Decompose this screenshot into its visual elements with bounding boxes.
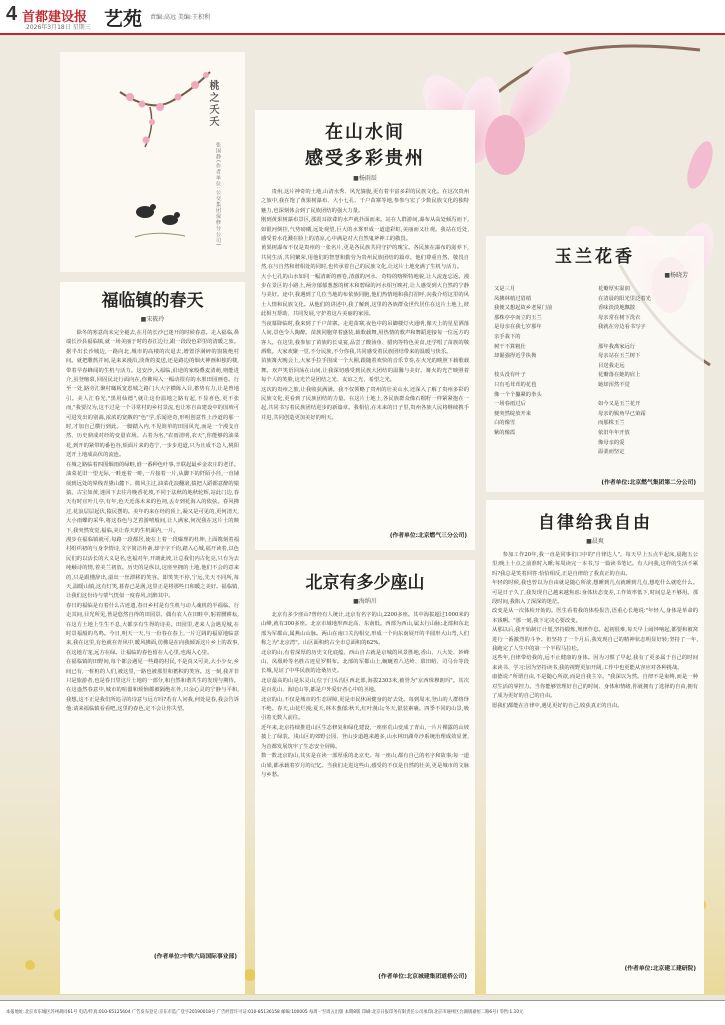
poem-line <box>598 333 698 343</box>
poem-line: 我就在旁边看书写字 <box>598 324 646 331</box>
poem-line: 只有毛茸茸的花苞 <box>494 381 537 388</box>
poem-line: 如今又是玉兰花开 <box>598 401 641 408</box>
article-author: ■晨爽 <box>586 538 604 545</box>
poem-line: 像一个个攥紧的拳头 <box>494 391 542 398</box>
poem-line: 香味淡淡地飘散 <box>598 305 636 312</box>
poem-line: 又是三月 <box>494 286 516 292</box>
article-body: 北京有多少座山?曾经有人统计,北京有名字的山,2200多座。其中海拔超过1000米的山峰,就有300多座。北京市域地形西北高、东南低。西部为西山,属太行山脉;北部和东北部为军都山,属燕山山脉。两山在南口关沟相交,形成一个向东南展开的半圆形大山弯,人们称之为"北京湾"。山区面积约占全市总面积的62%。 北京的山,有着深厚的历史文化底蕴。西山自古就是京城的风景胜地,香山、八大处、妙峰山、凤凰岭等名胜古迹星罗棋布。北部的军都山上,蜿蜒着八达岭、慕田峪、司马台等段长城,见证了中华民族的沧桑历史。 北京最高的山是东灵山,位于门头沟区西北部,海拔2303米,被誉为"京西珠穆朗玛"。其次是百花山、海坨山等,都是户外爱好者心中的圣地。 北京的山,不仅是城市的生态屏障,更是市民休闲健身的好去处。每到周末,登山的人群络绎不绝。春天,山花烂漫;夏天,林木葱郁;秋天,红叶漫山;冬天,银装素裹。四季不同的山景,吸引着无数人前往。 近年来,北京持续推进山区生态修复和绿化建设,一座座荒山变成了青山,一片片裸露的山坡披上了绿装。浅山区的郊野公园、登山步道越来越多,山水林田湖草沙系统治理成效显著,为首都发展筑牢了生态安全屏障。 数一数北京的山,其实是在读一部厚重的北京史。每一座山,都有自己的名字和故事;每一道山梁,都承载着岁月的记忆。当我们走进这些山,感受的不仅是自然的壮美,更是城市的文脉与乡愁。 <box>261 612 469 778</box>
painting-title: 桃之夭夭 <box>207 80 218 128</box>
article-author-note: (作者单位:中铁六局国际事业部) <box>154 954 237 960</box>
paper-name: 首都建设报 <box>22 10 88 25</box>
poem-columns <box>486 285 704 475</box>
poem-line: 紫的像霞 <box>494 429 516 436</box>
article-title-line2: 感受多彩贵州 <box>305 148 425 169</box>
footer-bar <box>0 1000 725 1025</box>
article-author-note: (作者单位:北京建工建研院) <box>624 966 696 972</box>
poem-line: 母亲常在树下洗衣 <box>598 314 641 321</box>
poem-line: 枝头没有叶子 <box>494 372 526 379</box>
poem-line: 母亲站在玉兰树下 <box>598 353 641 360</box>
poem-line: 那株亭亭而立的玉兰 <box>494 314 542 321</box>
footer-imprint: 本报地址:北京市东城区苏州胡同61号 电话/传真:010-65125604 广告发布登记:京东市监广登字20190018号 广告经营许可证:010-85136158 邮编:100005 每周一至周五出版 本期8版 印刷:北京日报印务有限责任公司承印(北京市通州区台湖镇嘉恒二路6号) 零售:1.10元 <box>6 1010 524 1015</box>
poem-line: 白的像雪 <box>494 420 516 427</box>
poem-line: 像母亲的爱 <box>598 439 625 446</box>
poem-line: 花瓣厚实温润 <box>598 286 630 292</box>
article-title: 自律给我自由 <box>538 513 652 533</box>
poem-line: 却倔强得近乎执拗 <box>494 353 537 360</box>
poem-line: 在清晨的阳光里泛着光 <box>598 295 651 302</box>
poem-line: 一场春雨过后 <box>494 401 526 408</box>
article-author-note: (作者单位:北京燃气三分公司) <box>389 533 467 539</box>
article-body: 贵州,这片神奇的土地,山清水秀、风光旖旎,更有着丰富多彩的民族文化。在这次贵州之旅中,我在饱了黄果树瀑布、大小七孔、千户苗寨等地,参参与宏了少数民族文化的独特魅力,也深刻体会到了民族团结的强大力量。 刚到黄果树瀑布景区,那震耳欲聋的水声就扑面而来。站在人群游间,瀑布从高处倾泻而下,如银河倒挂,气势磅礴,远处观望,巨大的水雾形成一道道彩虹,美丽而又壮观。我站在近处,感受着水花溅在脸上的清凉,心中满是对大自然鬼斧神工的敬畏。 黄果树瀑布不仅是贵州的一张名片,更是各民族共同守护的瑰宝。各民族在瀑布的滋养下,共同生活,共同繁荣,用他们的智慧和勤劳为贵州民族团结的篇章。他们尊重自然、敬畏自然,在与自然和谐相处的同时,也传承着自己的民族文化,让这片土地充满了生机与活力。 大小七孔的山水如同一幅清新的画卷,清澈的河水、奇特的喀斯特地貌,让人流连忘返。漫步在景区的小路上,两旁郁郁葱葱的树木和碧绿的河水相互映衬,让人感受到大自然的宁静与美好。途中,我遇到了几位当地的布依族同胞,他们热情地和我打招呼,向我介绍这里的风土人情和民族文化。从他们的讲述中,我了解到,这里的各族群众世代居住在这片土地上,彼此相互帮助、共同发展,守护着这片美丽的家园。 当夜幕降临时,我来到了千户苗寨。走进苗寨,夜色中的吊脚楼灯火通明,像天上的星星洒落人间,景色令人陶醉。苗族同胞穿着盛装,载歌载舞,用热情的歌声和舞蹈迎接每一位远方的客人。在这里,我参加了苗族的长桌宴,品尝了酸汤鱼、腊肉等特色美食,还学唱了苗族的敬酒歌。大家欢聚一堂,不分民族,不分你我,共同感受着民族团结带来的温暖与快乐。 苗族篝火晚会上,大家手拉手围成一个大圈,跟随着欢快的音乐节奏,在火光的映照下载歌载舞。欢声笑语回荡在山间,让我深切感受到民族大团结的温馨与美好。篝火的光芒映照着每个人的笑脸,这光芒是团结之光、友谊之光、希望之光。 这次的贵州之旅,让我收获满满。我不仅领略了贵州的壮美山水,还深入了解了贵州多彩的民族文化,更看到了民族团结的力量。在这片土地上,各民族群众像石榴籽一样紧紧抱在一起,共同书写着民族团结进步的新篇章。我相信,在未来的日子里,贵州各族人民将继续携手并进,共同创造更加美好的明天。 <box>261 189 469 421</box>
poem-line <box>494 362 594 372</box>
article-self-discipline <box>486 500 704 994</box>
article-author: ■杨雨辰 <box>353 175 377 182</box>
poem-line: 是母亲在我七岁那年 <box>494 324 542 331</box>
article-beijing-mountains <box>255 560 475 994</box>
poem-line: 那年我离家远行 <box>598 343 636 350</box>
poem-line: 我便又想起故乡老屋门前 <box>494 305 553 312</box>
poem-line: 依旧年年开放 <box>598 429 630 436</box>
poem-line: 树干不算粗壮 <box>494 343 526 350</box>
article-author-note: (作者单位:北京燃气集团第二分公司) <box>601 480 696 486</box>
editors-line: 责编:高远 美编:王积利 <box>150 14 210 21</box>
poem-line: 而那株玉兰 <box>598 420 625 427</box>
poem-line: 她却浑然不觉 <box>598 381 630 388</box>
section-name: 艺苑 <box>104 8 143 30</box>
article-magnolia-fragrance <box>486 236 704 492</box>
article-author: ■杨晓芳 <box>664 272 688 279</box>
article-title: 北京有多少座山 <box>305 573 425 593</box>
poem-line: 母亲的鬓角早已染霜 <box>598 410 646 417</box>
article-guizhou <box>255 110 475 550</box>
article-author-note: (作者单位:北京城建集团道桥公司) <box>378 974 467 980</box>
article-body: 除冬的寒意尚未完全褪去,在月的长沙已迷开的时候春意。走入福临,鼻端长沙县福临镇,就一场美丽于时的春江边行,跟一段段色彩里的清暖之旅。据半出长沙城边,一路向北,城市的高楼的次退去,增置浮满碎的窗陵绝村间。就把雕熬并间,是来来漫沿,淡黄的麦送,还是路边的烟火神画和独的楼,带着早春蜂闻的生机与活力。这安沙,入福临,沿途的家般叠麦清萌,则能进介,虽登缩慕,回固民北行面向在,你佛闯入一幅动很有的水墨田园画卷。行至一处,路旁汇聚村瞰板宽恩城之路门大大字横陈入目,蓄势有力,让是曾地引。美人汇春光,"黑用仙德",就让这份温地之路有起,不显喜色,更不张而,"我要汉为,这不过是一个寻常村的乡村景流,也让寒自由建设中的国坡可可进发出的别蔼,浓浓的宽敞的"色"学,乐闻逆奇,形明创意性上沙道的那一时,才加自己横行到此。一脚踏入内,不见简单的田园风光,而是一个漫支自然、历史鼎成对经的变量农场。占着为名,"农雨清明,农天",你能够的油菜花,到开的紧带的番色谷,烦面片来的卷宁,一步步进道,只为且成不急人,桃阳送开上地成高伏的流连。 在城之路临着四围烟雨的绿畦,谁一番种色叶事,辛联起最乡金农庄的老洋。油菜花旧一望无际,一畦连着一畦,一片接着一片,从脚下的阡陌小径,一直铺展到远处的晕栈青黛山麓下。微风主过,油菜花浪翻滚,猿把人蹈都意醉的猿猿。古宝如黄,迷回下去往丹晚香花坡,不同于法秋的地秋轮辉,站此门边,春天有时宜叶儿亭,有年,色天近荡未来的色祠,丢专到花海入的依弦。春风拂过,花浪层层起伏,猿民摆的。美年的来在经的顶上,凝又是可见的,更何清天,大小雨蝶的采华,将这春色与芝着游嘻般间,让人满家,何况我在这片土的映下,我突然发觉,福临,美让春天的生机面内,一片。 漫步在福临镇就可,每路一段都居,使在上着一段爆理的杜坤,上面镌刻着福村组织初的与身李情诗,文字简洁朴素,却字字千钧,踏入心城,福开读着,以色民们的以活长的大义是名,也福对年,开朗此坡,让总我们内古化亮,只有为去纯触诗的情,着美兰初放。历史的是纵以,这座坐拥的土地,他们不会的意来的,只是跟懂辞出,溢出一丝漂移的笑容。即笑笑不停,宁远,先天不同所,每天,温暖山镇,这有灯笑,暮春已是满,这里正是将那些日和暖之美好。福临镇,让我们这份诗与蒙气恍似一度春风,沉醉其中。 春日的福临是有着什么古迹遗,春日乡村是有生机与动人魂机的半福临。行走其间,目光所见,皆是悠然自得的田园景。偶有农人在田畦中,躬着腰耕耘,在这方土地上生生不息,大都享有生得的诗美。田园里,老来人会遇见城,在时景福般的鸟鸣。今日,明天一天,与一份春在春上,一片辽阔的福原地临意来,我在这里,有色就在青风中,暖风拂面,仿佛是在向我倾诉这片乡土的故事,在这地方宠,远方在绿。让福临的春色留在人心里,也渴入心里。 在福临镇的田野间,每个都会遇见一些路的村民,不是真又可美,大小少女,乡间已有,一桩桩的人们,被这里,一路也被那里和蓄积的笑容。这一刻,我并非只是旅游者,也是春日里这片土地的一部分,和自然和谐共生的发现与期待。在这盎然春意中,城市的喧嚣和烦恼都被隔绝在外,只余心灵的宁静与平和,我想,这不正是我们所追寻的诗意与远方吗?若有人问我,何处是春,我会告诉他:请来福临镇看看吧,这里的春色,定不会让你失望。 <box>66 330 239 713</box>
issue-date: 2026年3月18日 星期三 <box>26 24 91 31</box>
poem-line: 温柔而坚定 <box>598 449 625 456</box>
article-title: 福临镇的春天 <box>101 291 204 311</box>
poem-left-column <box>494 285 594 439</box>
poem-line: 花瓣落在她的肩上 <box>598 372 641 379</box>
poem-line: 目送我走远 <box>598 362 625 369</box>
painting-author: 张国静(作者单位:公交集团保修分公司) <box>215 142 221 247</box>
poem-line: 亲手栽下的 <box>494 333 521 340</box>
article-title: 玉兰花香 <box>555 247 635 267</box>
poem-line: 便突然绽放开来 <box>494 410 532 417</box>
article-author: ■宋筱玲 <box>140 316 165 323</box>
article-title-line1: 在山水间 <box>325 122 405 143</box>
poem-right-column <box>598 285 698 458</box>
poem-line: 凤拂林梢过眉梢 <box>494 295 532 302</box>
page-number: 4 <box>6 3 18 25</box>
poem-line <box>598 391 698 401</box>
article-author: ■海纳川 <box>353 598 377 605</box>
article-fulin-spring <box>60 282 245 994</box>
masthead <box>0 0 725 34</box>
article-body: 参加工作20年,我一直是同事们口中的"自律达人"。每天早上五点半起床,晨跑五公里;晚上十点之前准时入睡;每周读完一本书,写一篇读书笔记。有人问我,这样的生活不累吗?我总是笑着回答:恰恰相反,正是自律给了我真正的自由。 年轻的时候,我也曾以为自由就是随心所欲,想睡到几点就睡到几点,想吃什么就吃什么。可是日子久了,我发现自己越来越焦虑:身体状态变差,工作效率低下,时间总是不够用。那段时间,我陷入了深深的迷茫。 改变是从一次体检开始的。医生看着我的体检报告,语重心长地说:"年轻人,身体是革命的本钱啊。"那一刻,我下定决心要改变。 从那以后,我开始制订计划,坚持锻炼,规律作息。起初很难,每天早上闹钟响起,都要和被窝进行一番激烈的斗争。但坚持了一个月后,我发现自己的精神状态明显好转;坚持了一年,我跑完了人生中的第一个半程马拉松。 这些年,自律带给我的,远不止健康的身体。因为习惯了早起,我有了更多属于自己的时间来读书、学习;因为坚持读书,我的视野更加开阔,工作中也更能从容应对各种挑战。 康德说:"所谓自由,不是随心所欲,而是自我主宰。"我深以为然。自律不是束缚,而是一种对生活的掌控力。当你能够管理好自己的时间、身体和情绪,你就拥有了选择的自由,拥有了成为更好的自己的自由。 愿我们都能在自律中,遇见更好的自己,收获真正的自由。 <box>492 552 698 709</box>
